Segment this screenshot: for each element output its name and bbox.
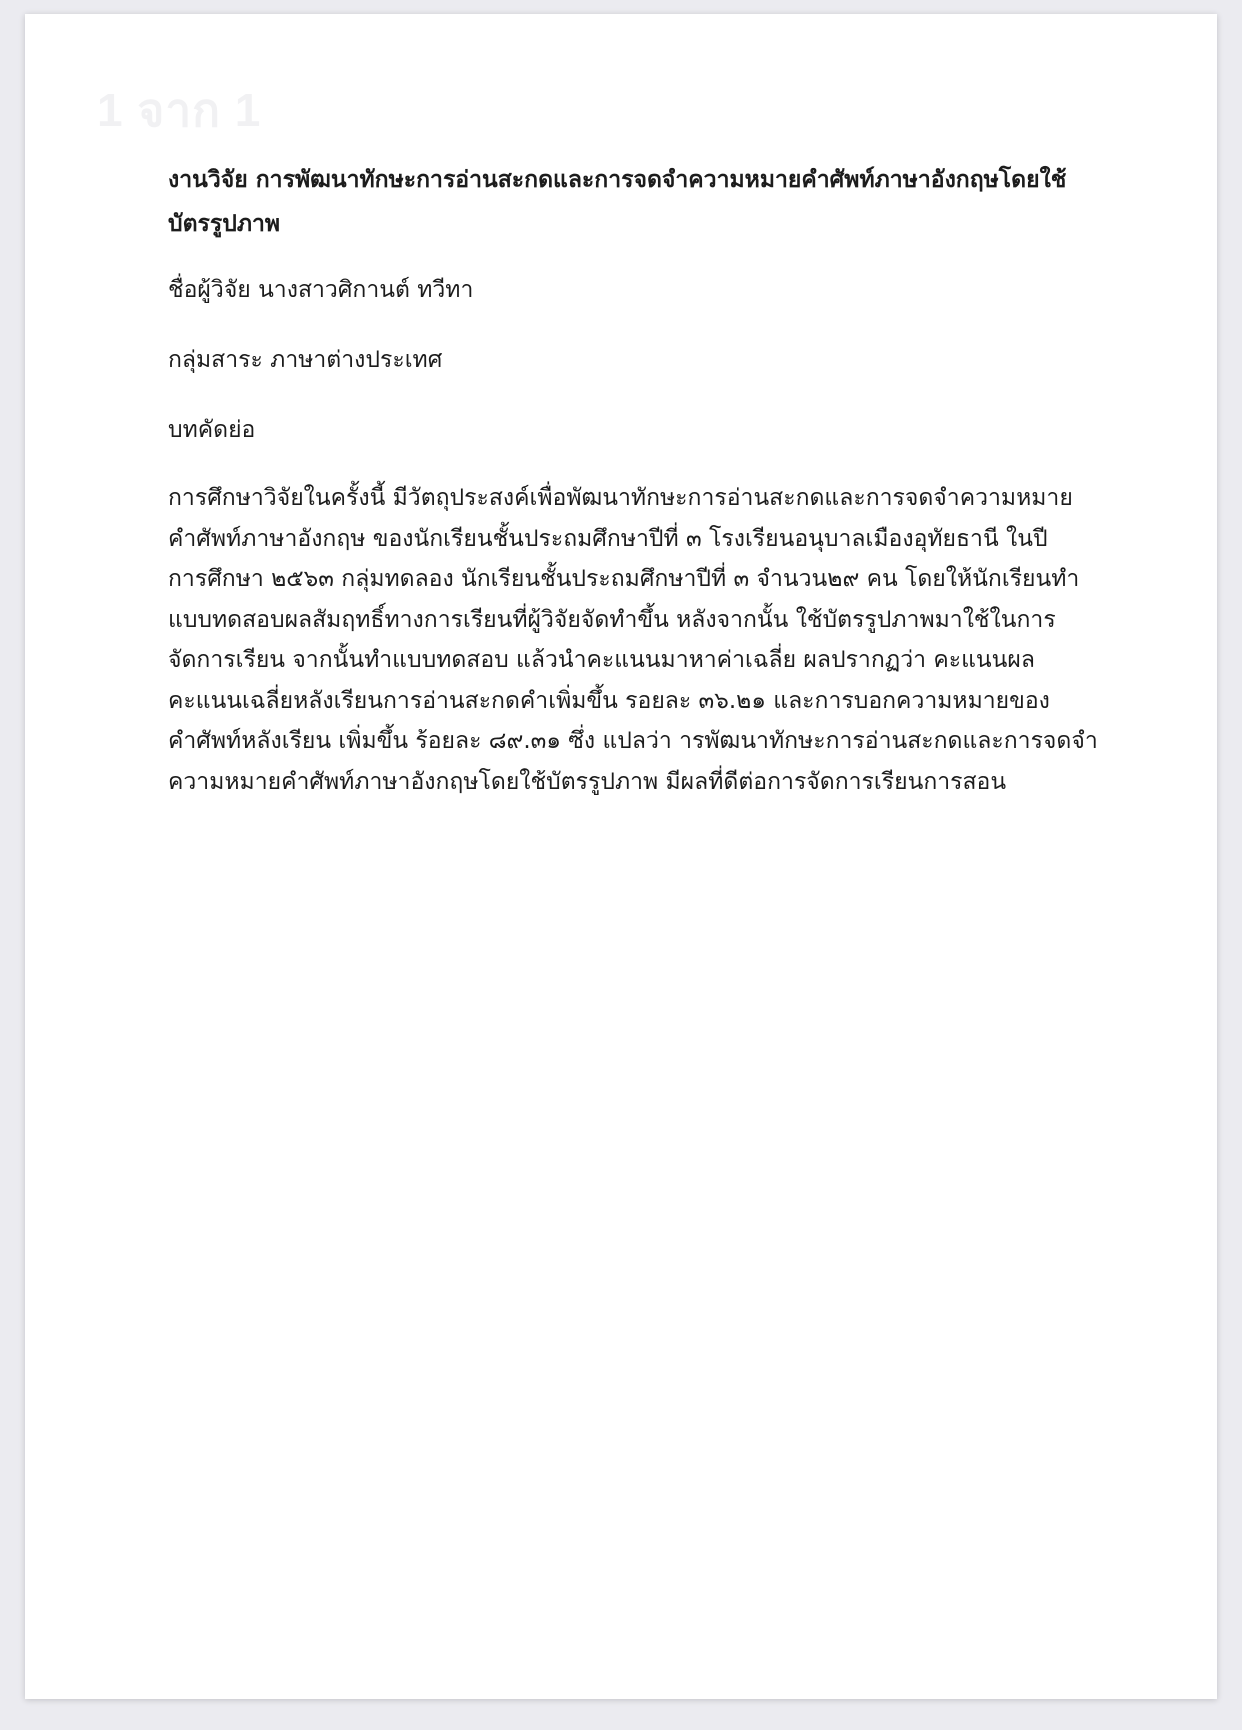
page-content	[168, 158, 1108, 802]
abstract-heading: บทคัดย่อ	[168, 417, 256, 443]
subject-group: กลุ่มสาระ ภาษาต่างประเทศ	[168, 347, 443, 373]
document-title: งานวิจัย การพัฒนาทักษะการอ่านสะกดและการจดจำความหมายคำศัพท์ภาษาอังกฤษโดยใช้บัตรรูปภาพ	[168, 167, 1067, 237]
page-indicator: 1 จาก 1	[97, 84, 262, 136]
researcher-name: ชื่อผู้วิจัย นางสาวศิกานต์ ทวีทา	[168, 277, 474, 303]
document-page[interactable]	[25, 14, 1217, 1699]
abstract-body: การศึกษาวิจัยในครั้งนี้ มีวัตถุประสงค์เพื่อพัฒนาทักษะการอ่านสะกดและการจดจำความหมาย คำศัพท์ภาษาอังกฤษ ของนักเรียนชั้นประถมศึกษาปีที่ ๓ โรงเรียนอนุบาลเมืองอุทัยธานี ในปี การศึกษา ๒๕๖๓ กลุ่มทดลอง นักเรียนชั้นประถมศึกษาปีที่ ๓ จำนวน๒๙ คน โดยให้นักเรียนทำ แบบทดสอบผลสัมฤทธิ์ทางการเรียนที่ผู้วิจัยจัดทำขึ้น หลังจากนั้น ใช้บัตรรูปภาพมาใช้ในการ จัดการเรียน จากนั้นทำแบบทดสอบ แล้วนำคะแนนมาหาค่าเฉลี่ย ผลปรากฏว่า คะแนนผล คะแนนเฉลี่ยหลังเรียนการอ่านสะกดคำเพิ่มขึ้น รอยละ ๓๖.๒๑ และการบอกความหมายของ คำศัพท์หลังเรียน เพิ่มขึ้น ร้อยละ ๘๙.๓๑ ซึ่ง แปลว่า ารพัฒนาทักษะการอ่านสะกดและการจดจำ ความหมายคำศัพท์ภาษาอังกฤษโดยใช้บัตรรูปภาพ มีผลที่ดีต่อการจัดการเรียนการสอน	[168, 485, 1098, 795]
